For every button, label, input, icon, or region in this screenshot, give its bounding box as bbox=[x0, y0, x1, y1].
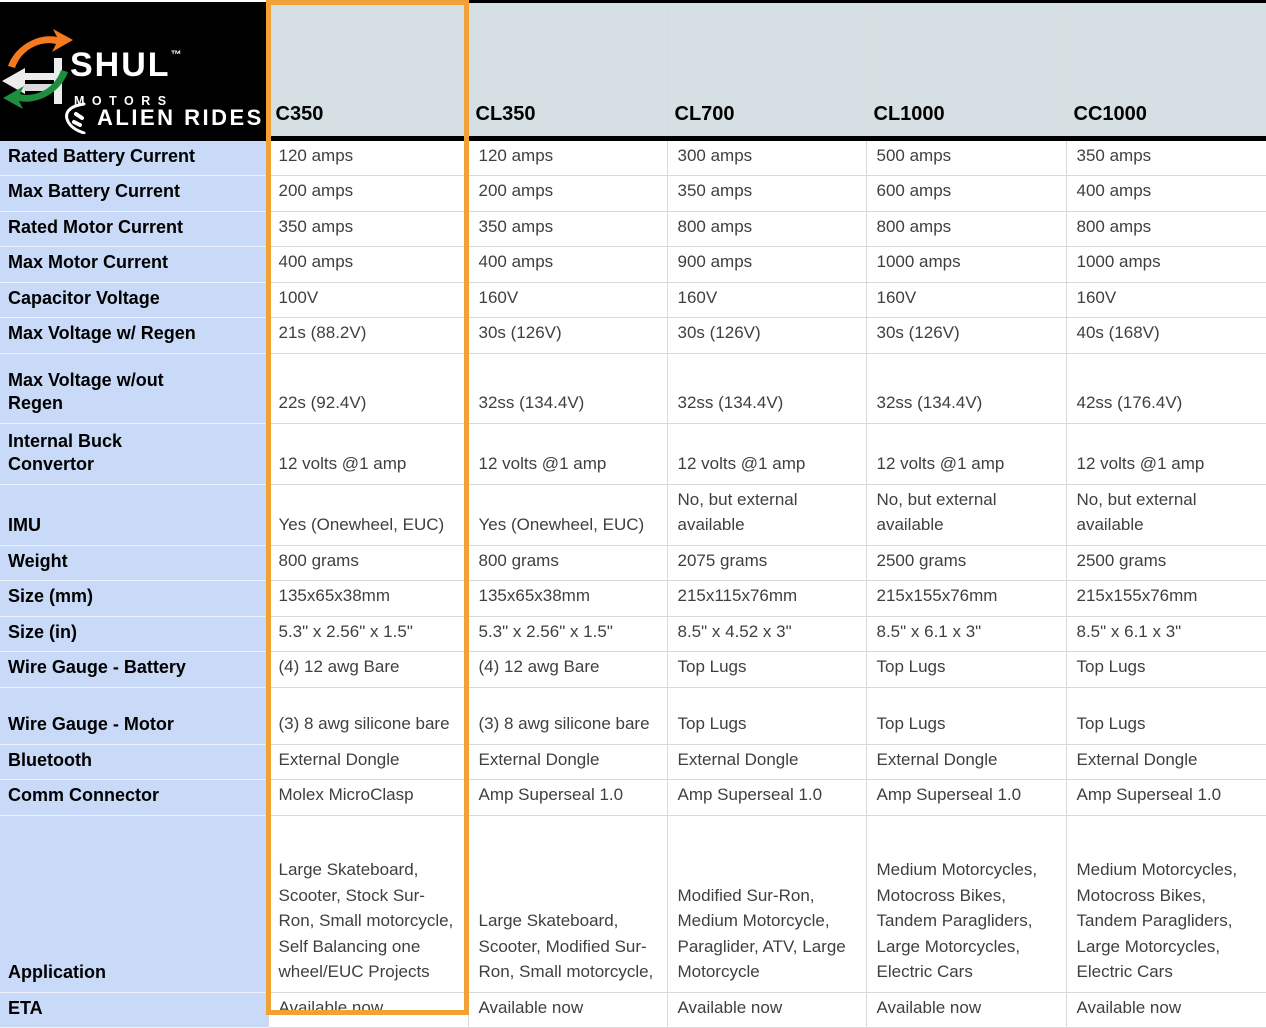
spec-cell: 2075 grams bbox=[667, 545, 866, 581]
spec-cell: 200 amps bbox=[268, 176, 468, 212]
spec-cell: Top Lugs bbox=[667, 687, 866, 744]
row-label: Capacitor Voltage bbox=[0, 282, 268, 318]
table-row bbox=[0, 318, 1266, 354]
brand-motors: MOTORS bbox=[74, 93, 174, 108]
row-label: Application bbox=[0, 815, 268, 992]
spec-cell: Molex MicroClasp bbox=[268, 780, 468, 816]
spec-cell: 215x155x76mm bbox=[1066, 581, 1266, 617]
spec-cell: 800 grams bbox=[468, 545, 667, 581]
spec-cell: External Dongle bbox=[1066, 744, 1266, 780]
table-row bbox=[0, 138, 1266, 176]
spec-cell: (4) 12 awg Bare bbox=[268, 652, 468, 688]
row-label: Rated Motor Current bbox=[0, 211, 268, 247]
spec-cell: 12 volts @1 amp bbox=[667, 423, 866, 484]
table-row bbox=[0, 744, 1266, 780]
brand-alien-rides-text: ALIEN RIDES bbox=[97, 104, 264, 130]
shul-arrows-icon bbox=[2, 28, 74, 110]
spec-cell: 400 amps bbox=[268, 247, 468, 283]
table-row bbox=[0, 211, 1266, 247]
spec-cell: Available now bbox=[468, 992, 667, 1028]
table-row bbox=[0, 484, 1266, 545]
spec-cell: Available now bbox=[1066, 992, 1266, 1028]
spec-cell: Medium Motorcycles, Motocross Bikes, Tandem Paragliders, Large Motorcycles, Electric Cars bbox=[866, 815, 1066, 992]
spec-cell: 160V bbox=[667, 282, 866, 318]
row-label: Wire Gauge - Motor bbox=[0, 687, 268, 744]
table-row bbox=[0, 176, 1266, 212]
spec-cell: 160V bbox=[866, 282, 1066, 318]
spec-cell: 8.5" x 4.52 x 3" bbox=[667, 616, 866, 652]
spec-cell: 600 amps bbox=[866, 176, 1066, 212]
trademark-symbol: ™ bbox=[170, 48, 182, 61]
row-label: Max Motor Current bbox=[0, 247, 268, 283]
spec-cell: External Dongle bbox=[268, 744, 468, 780]
table-row bbox=[0, 282, 1266, 318]
row-label: Max Battery Current bbox=[0, 176, 268, 212]
spec-cell: Amp Superseal 1.0 bbox=[1066, 780, 1266, 816]
row-label: IMU bbox=[0, 484, 268, 545]
spec-cell: External Dongle bbox=[667, 744, 866, 780]
spec-cell: Yes (Onewheel, EUC) bbox=[268, 484, 468, 545]
spec-cell: 32ss (134.4V) bbox=[468, 353, 667, 423]
column-header-cc1000: CC1000 bbox=[1066, 2, 1266, 139]
spec-cell: No, but external available bbox=[866, 484, 1066, 545]
spec-cell: 5.3" x 2.56" x 1.5" bbox=[468, 616, 667, 652]
spec-cell: 900 amps bbox=[667, 247, 866, 283]
spec-cell: 5.3" x 2.56" x 1.5" bbox=[268, 616, 468, 652]
spec-cell: Modified Sur-Ron, Medium Motorcycle, Paraglider, ATV, Large Motorcycle bbox=[667, 815, 866, 992]
table-row bbox=[0, 992, 1266, 1028]
brand-logo bbox=[0, 2, 268, 136]
table-row bbox=[0, 687, 1266, 744]
alien-icon bbox=[62, 102, 88, 134]
spec-cell: Top Lugs bbox=[866, 652, 1066, 688]
column-header-c350: C350 bbox=[268, 2, 468, 139]
spec-cell: 800 amps bbox=[667, 211, 866, 247]
spec-cell: 160V bbox=[1066, 282, 1266, 318]
spec-cell: 120 amps bbox=[468, 138, 667, 176]
row-label: ETA bbox=[0, 992, 268, 1028]
spec-cell: Yes (Onewheel, EUC) bbox=[468, 484, 667, 545]
spec-cell: 200 amps bbox=[468, 176, 667, 212]
spec-cell: 400 amps bbox=[468, 247, 667, 283]
spec-cell: 350 amps bbox=[468, 211, 667, 247]
spec-cell: (3) 8 awg silicone bare bbox=[268, 687, 468, 744]
spec-cell: 135x65x38mm bbox=[268, 581, 468, 617]
spec-cell: 32ss (134.4V) bbox=[866, 353, 1066, 423]
spec-cell: Amp Superseal 1.0 bbox=[866, 780, 1066, 816]
spec-cell: 160V bbox=[468, 282, 667, 318]
spec-table-body bbox=[0, 138, 1266, 1028]
table-row bbox=[0, 353, 1266, 423]
row-label: Weight bbox=[0, 545, 268, 581]
spec-cell: 30s (126V) bbox=[866, 318, 1066, 354]
spec-cell: 42ss (176.4V) bbox=[1066, 353, 1266, 423]
table-row bbox=[0, 247, 1266, 283]
spec-cell: (3) 8 awg silicone bare bbox=[468, 687, 667, 744]
row-label: Comm Connector bbox=[0, 780, 268, 816]
spec-cell: 1000 amps bbox=[1066, 247, 1266, 283]
spec-cell: 12 volts @1 amp bbox=[268, 423, 468, 484]
spec-cell: 800 grams bbox=[268, 545, 468, 581]
spec-cell: 800 amps bbox=[866, 211, 1066, 247]
row-label: Size (in) bbox=[0, 616, 268, 652]
spec-cell: External Dongle bbox=[866, 744, 1066, 780]
spec-cell: Available now bbox=[866, 992, 1066, 1028]
spec-cell: 30s (126V) bbox=[468, 318, 667, 354]
spec-cell: 100V bbox=[268, 282, 468, 318]
spec-cell: 120 amps bbox=[268, 138, 468, 176]
spec-cell: 21s (88.2V) bbox=[268, 318, 468, 354]
spec-cell: 12 volts @1 amp bbox=[1066, 423, 1266, 484]
spec-cell: 400 amps bbox=[1066, 176, 1266, 212]
row-label: Max Voltage w/ Regen bbox=[0, 318, 268, 354]
spec-cell: 350 amps bbox=[1066, 138, 1266, 176]
spec-cell: 135x65x38mm bbox=[468, 581, 667, 617]
spec-cell: 12 volts @1 amp bbox=[866, 423, 1066, 484]
spec-cell: No, but external available bbox=[667, 484, 866, 545]
spec-cell: Top Lugs bbox=[1066, 687, 1266, 744]
spec-cell: 350 amps bbox=[667, 176, 866, 212]
brand-shul-text: SHUL bbox=[70, 45, 171, 84]
row-label: Max Voltage w/out Regen bbox=[0, 353, 268, 423]
spec-cell: 300 amps bbox=[667, 138, 866, 176]
table-row bbox=[0, 815, 1266, 992]
spec-cell: Amp Superseal 1.0 bbox=[468, 780, 667, 816]
brand-logo-cell bbox=[0, 2, 268, 139]
spec-cell: 1000 amps bbox=[866, 247, 1066, 283]
column-header-cl700: CL700 bbox=[667, 2, 866, 139]
table-row bbox=[0, 423, 1266, 484]
spec-cell: Top Lugs bbox=[1066, 652, 1266, 688]
spec-cell: External Dongle bbox=[468, 744, 667, 780]
spec-cell: Medium Motorcycles, Motocross Bikes, Tandem Paragliders, Large Motorcycles, Electric Cars bbox=[1066, 815, 1266, 992]
table-row bbox=[0, 581, 1266, 617]
row-label: Size (mm) bbox=[0, 581, 268, 617]
spec-cell: 800 amps bbox=[1066, 211, 1266, 247]
table-row bbox=[0, 545, 1266, 581]
brand-alien-rides bbox=[62, 102, 264, 134]
spec-cell: 8.5" x 6.1 x 3" bbox=[1066, 616, 1266, 652]
spec-cell: Amp Superseal 1.0 bbox=[667, 780, 866, 816]
spec-cell: 500 amps bbox=[866, 138, 1066, 176]
spec-cell: 22s (92.4V) bbox=[268, 353, 468, 423]
table-row bbox=[0, 652, 1266, 688]
spec-cell: 215x155x76mm bbox=[866, 581, 1066, 617]
spec-cell: 12 volts @1 amp bbox=[468, 423, 667, 484]
spec-cell: Large Skateboard, Scooter, Stock Sur-Ron, Small motorcycle, Self Balancing one wheel/EUC Projects bbox=[268, 815, 468, 992]
row-label: Rated Battery Current bbox=[0, 138, 268, 176]
spec-cell: Large Skateboard, Scooter, Modified Sur-Ron, Small motorcycle, bbox=[468, 815, 667, 992]
spec-cell: 32ss (134.4V) bbox=[667, 353, 866, 423]
spec-cell: No, but external available bbox=[1066, 484, 1266, 545]
spec-cell: 40s (168V) bbox=[1066, 318, 1266, 354]
row-label: Internal Buck Convertor bbox=[0, 423, 268, 484]
spec-cell: Top Lugs bbox=[667, 652, 866, 688]
table-row bbox=[0, 780, 1266, 816]
row-label: Wire Gauge - Battery bbox=[0, 652, 268, 688]
spec-cell: 30s (126V) bbox=[667, 318, 866, 354]
header-row bbox=[0, 2, 1266, 139]
spec-cell: 2500 grams bbox=[1066, 545, 1266, 581]
spec-cell: Top Lugs bbox=[866, 687, 1066, 744]
row-label: Bluetooth bbox=[0, 744, 268, 780]
spec-cell: 350 amps bbox=[268, 211, 468, 247]
spec-cell: 8.5" x 6.1 x 3" bbox=[866, 616, 1066, 652]
spec-cell: Available now bbox=[667, 992, 866, 1028]
spec-cell: 2500 grams bbox=[866, 545, 1066, 581]
spec-cell: Available now bbox=[268, 992, 468, 1028]
spec-cell: (4) 12 awg Bare bbox=[468, 652, 667, 688]
table-row bbox=[0, 616, 1266, 652]
spec-cell: 215x115x76mm bbox=[667, 581, 866, 617]
column-header-cl1000: CL1000 bbox=[866, 2, 1066, 139]
column-header-cl350: CL350 bbox=[468, 2, 667, 139]
brand-shul bbox=[70, 46, 182, 85]
